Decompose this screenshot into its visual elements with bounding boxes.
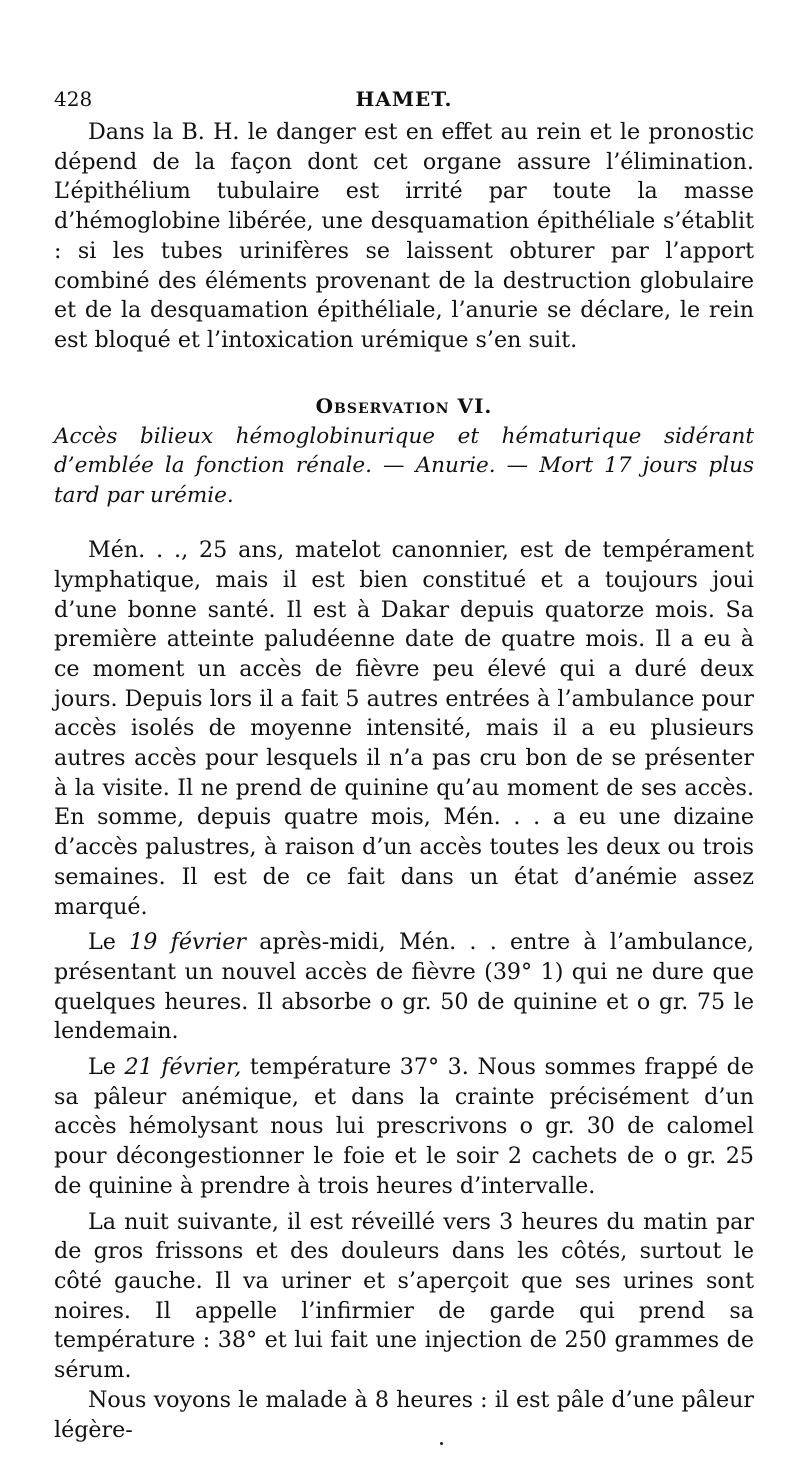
paragraph-feb-21 [54,1053,754,1202]
running-head [54,82,754,116]
running-title: HAMET. [355,87,453,111]
paragraph-patient-history: Mén. . ., 25 ans, matelot canonnier, est de tempérament lymphatique, mais il est bien constitué et a toujours joui d’une bonne santé. Il est à Dakar depuis quatorze mois. Sa première atteinte paludéenne date de quatre mois. Il a eu à ce moment un accès de fièvre peu élevé qui a duré deux jours. Depuis lors il a fait 5 autres entrées à l’ambulance pour accès isolés de moyenne intensité, mais il a eu plusieurs autres accès pour lesquels il n’a pas cru bon de se présenter à la visite. Il ne prend de quinine qu’au moment de ses accès. En somme, depuis quatre mois, Mén. . . a eu une dizaine d’accès palustres, à raison d’un accès toutes les deux ou trois semaines. Il est de ce fait dans un état d’anémie assez marqué. [54,537,754,920]
date-feb-19: 19 février [129,929,246,956]
print-speck [440,1442,443,1445]
text-run: Le [88,1054,125,1081]
book-page [54,82,754,1445]
text-run: température 37° 3. Nous sommes frappé de sa pâleur anémique, et dans la crainte précisément d’un accès hémolysant nous lui prescrivons o gr. 30 de calomel pour décongestionner le foie et le soir 2 cachets de o gr. 25 de quinine à prendre à trois heures d’intervalle. [54,1054,755,1199]
paragraph-prognosis: Dans la B. H. le danger est en effet au rein et le pronostic dépend de la façon dont cet organe assure l’élimination. L’épithélium tubulaire est irrité par toute la masse d’hémoglobine libérée, une desquamation épithéliale s’établit : si les tubes urinifères se laissent obturer par l’apport combiné des éléments provenant de la destruction globulaire et de la desquamation épithéliale, l’anurie se déclare, le rein est bloqué et l’intoxication urémique s’en suit. [54,119,754,353]
observation-heading: Observation VI. [315,393,493,418]
paragraph-following-night: La nuit suivante, il est réveillé vers 3 heures du matin par de gros frissons et des douleurs dans les côtés, surtout le côté gauche. Il va uriner et s’aperçoit que ses urines sont noires. Il appelle l’infirmier de garde qui prend sa température : 38° et lui fait une injection de 250 grammes de sérum. [54,1208,754,1384]
page-number: 428 [54,87,93,111]
paragraph-feb-19 [54,928,754,1047]
date-feb-21: 21 février, [124,1054,242,1081]
observation-summary: Accès bilieux hémoglobinurique et hématurique sidérant d’emblée la fonction rénale. — Anurie. — Mort 17 jours plus tard par urémie. [54,423,754,508]
text-run: après-midi, Mén. . . entre à l’ambulance, présentant un nouvel accès de fièvre (39° 1) qui ne dure que quelques heures. Il absorbe o gr. 50 de quinine et o gr. 75 le lendemain. [54,929,754,1045]
text-run: Le [88,929,130,956]
paragraph-visit-8am: Nous voyons le malade à 8 heures : il est pâle d’une pâleur légère- [54,1386,754,1443]
